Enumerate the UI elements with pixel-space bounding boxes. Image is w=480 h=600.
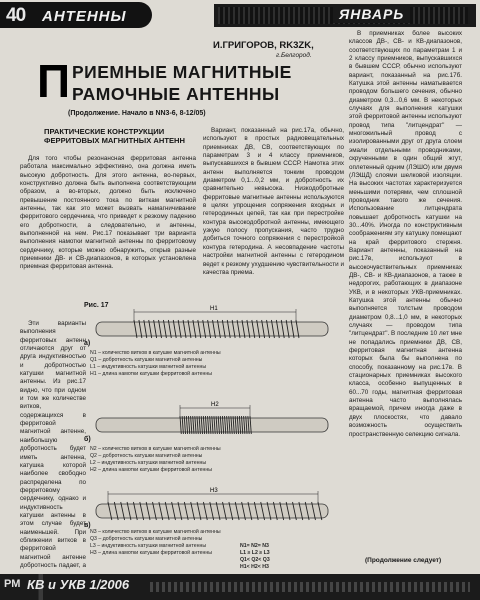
paragraph: Эти варианты выполнения ферритовых антенн отличаются друг от друга индуктивностью и добротностью катушки магнитной антенны. Из рис.17 видно, что при одном и том же количестве витков, содержащихся в ферритовой магнитной антенне, наибольшую добротность будет иметь антенна, катушка которой наиболее свободно распределена по ферритовому сердечнику, однако и индуктивность катушки антенны в этом случае будет наименьшей. При сближении витков в ферритовой магнитной антенне добротность падает, а: [20, 320, 86, 569]
article-title-line2: РАМОЧНЫЕ АНТЕННЫ: [72, 84, 280, 104]
dimension-label-h1: H1: [210, 306, 218, 312]
figure-title: Рис. 17: [84, 302, 109, 309]
footer-rm-mark: РМ: [4, 578, 21, 590]
ferrite-rod-a: [96, 309, 328, 338]
page-header: [0, 0, 480, 31]
to-be-continued: (Продолжение следует): [365, 557, 442, 564]
figure-legend-b: N2 – количество витков в катушке магнитной антенны Q2 – добротность катушки магнитной антенны L2 – индуктивность катушки магнитной антенны H2 – длина намотки катушки ферритовой антенны: [90, 446, 221, 473]
column-1-lower-text: [20, 320, 86, 570]
page-footer: [0, 574, 480, 600]
dimension-label-h2: H2: [211, 402, 219, 408]
column-2-text: [203, 127, 344, 297]
figure-label-b: б): [84, 436, 91, 443]
continued-note: (Продолжение. Начало в NN3-6, 8-12/05): [68, 110, 206, 117]
title-initial: П: [37, 55, 71, 107]
section-subheading: ПРАКТИЧЕСКИЕ КОНСТРУКЦИИ ФЕРРИТОВЫХ МАГНИТНЫХ АНТЕНН: [44, 127, 186, 145]
paragraph: В приемниках более высоких классов ДВ-, СВ- и КВ-диапазонов, соответствующих по параметрам 1 и 2 классу приемников, выпускавшихся в бывшем СССР, обычно используют вариант, показанный на рис.17б. Катушка этой антенны наматывается проводом большего сечения, обычно диаметром 0,3...0,6 мм. В некоторых случаях для выполнения катушки этой ферритовой антенны используют провод типа "литцендрат" — многожильный провод с изолированными друг от друга слоем эмали отдельными проводниками, скрученными в один общий жгут, оплетенный одним (ЛЭШО) или двумя (ЛЭШД) слоями шелковой изоляции. На высоких частотах характеризуется меньшими потерями, чем сплошной проводник такого же сечения. Использование литцендрата повышает добротность катушки на 30...40%. Иногда по конструктивным соображениям эту катушку помещают на край ферритового стержня. Вариант антенны, показанный на рис.17в, используют в высокочувствительных приемниках ДВ-, СВ- и КВ-диапазонов, а также в недорогих, работающих в диапазоне УКВ, и в некоторых УКВ-приемниках. Катушка этой антенны обычно выполняется толстым проводом диаметром 0,8...1,0 мм, в некоторых случаях — проводом типа "литцендрат". В последние 10 лет мне не попадались приемники ДВ, СВ, ферритовая магнитная антенна которых была бы выполнена по способу, показанному на рис.17в. В стационарных приемниках высокого класса, особенно выпущенных в 60...70 годы, магнитная ферритовая антенна часто выполнялась вращаемой, причем иногда даже в двух плоскостях, что давало возможность осуществить пространственную селекцию сигнала.: [349, 30, 462, 438]
ferrite-rod-b: [96, 405, 328, 434]
dimension-label-h3: H3: [210, 488, 218, 494]
paragraph: Вариант, показанный на рис.17а, обычно, используют в простых радиовещательных приемниках ДВ, СВ, соответствующих по параметрам 3 и 4 классу приемников, выпускавшихся в бывшем СССР. Намотка этих антенн выполняется тонким проводом диаметром 0,1...0,2 мм, и добротность их сравнительно невысока. Низкодобротные ферритовые магнитные антенны используются в целях упрощения сопряжения входных и гетеродинных цепей, так как при перестройке контура высокодобротной антенны, имеющего узкую полосу пропускания, часто трудно добиться точного сопряжения с перестройкой контура гетеродина. А несовпадение частоты настройки магнитной антенны с гетеродином ведет к резкому ухудшению чувствительности и качества приема.: [203, 127, 344, 276]
magazine-issue: КВ и УКВ 1/2006: [27, 577, 130, 592]
ferrite-rod-c: [96, 491, 328, 520]
paragraph: Для того чтобы резонансная ферритовая антенна работала максимально эффективно, она должна иметь высокую добротность. Для этого антенна, во-первых, конструктивно должна быть выполнена соответствующим образом, а во-вторых, должно быть исключено превышение постоянного тока по виткам магнитной антенны, так как это может вызвать намагничивание ферритового сердечника, что приведет к резкому падению его добротности, а следовательно, и антенны, выполненной на нем. Рис.17 показывает три варианта выполнения намотки магнитной антенны по ферритовому сердечнику, которые можно обнаружить, открыв разные приемники ДВ- и СВ-диапазонов, в которых установлена приемная ферритовая антенна.: [20, 155, 196, 271]
section-tab: [0, 2, 152, 28]
figure-legend-a: N1 – количество витков в катушке магнитной антенны Q1 – добротность катушки магнитной антенны L1 – индуктивность катушки магнитной антенны H1 – длина намотки катушки ферритовой антенны: [90, 350, 221, 377]
section-title: АНТЕННЫ: [42, 8, 127, 25]
page-number: 40: [6, 5, 26, 26]
article-title-line1: РИЕМНЫЕ МАГНИТНЫЕ: [72, 62, 292, 82]
figure-relations: N1= N2= N3 L1 ≥ L2 ≥ L3 Q1< Q2< Q3 H1< H2< H3: [240, 543, 270, 570]
figure-label-c: в): [84, 522, 91, 529]
article-author: И.ГРИГОРОВ, RK3ZK,: [213, 40, 314, 51]
author-city: г.Белгород.: [276, 52, 312, 59]
figure-label-a: а): [84, 340, 91, 347]
figure-legend-c: N3 – количество витков в катушке магнитной антенны Q3 – добротность катушки магнитной антенны L3 – индуктивность катушки магнитной антенны H3 – длина намотки катушки ферритовой антенны: [90, 529, 221, 556]
issue-month: ЯНВАРЬ: [333, 5, 410, 23]
column-3-text: [349, 30, 462, 555]
column-1-text: [20, 155, 196, 320]
